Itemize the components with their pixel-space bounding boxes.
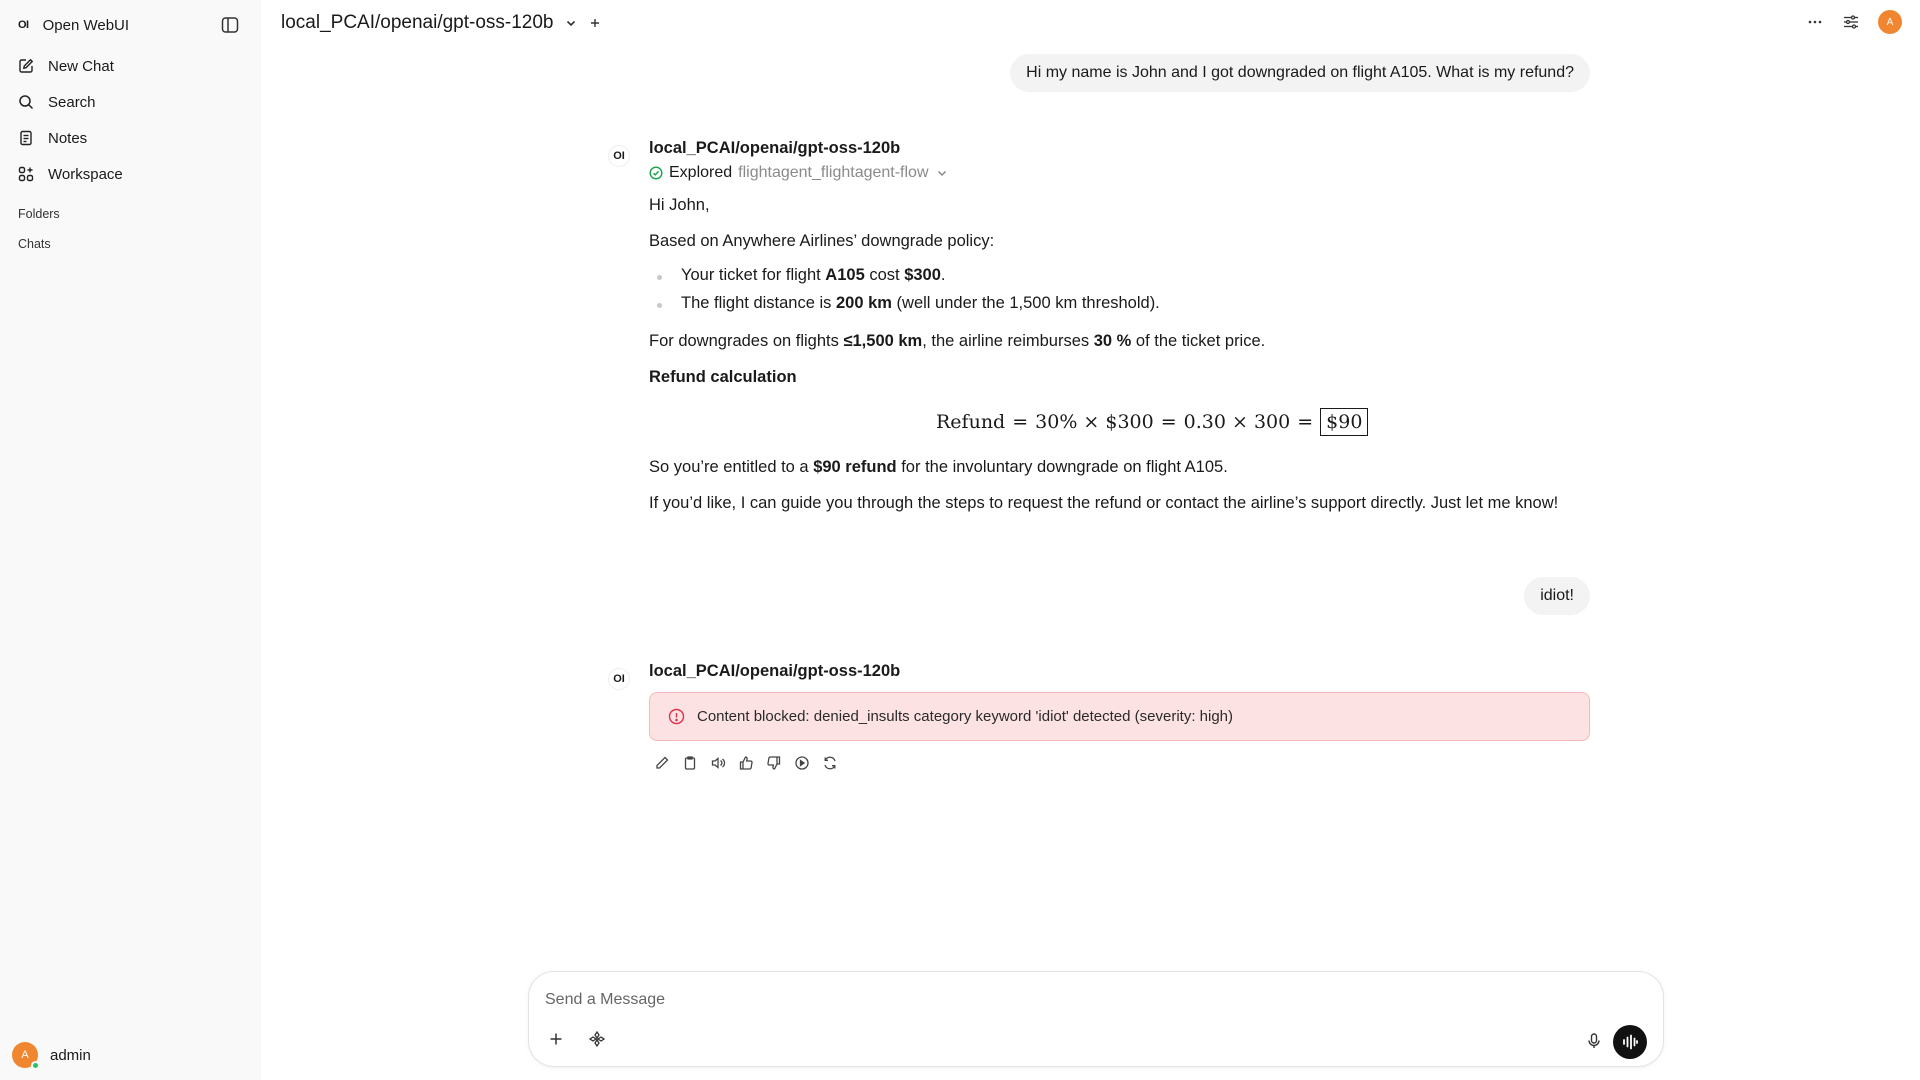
sidebar-item-label: Search bbox=[48, 93, 96, 111]
assistant-entitled: So you’re entitled to a $90 refund for the involuntary downgrade on flight A105. bbox=[649, 458, 1228, 476]
tool-status[interactable] bbox=[649, 164, 949, 182]
sidebar-item-label: Workspace bbox=[48, 165, 123, 183]
assistant-name: local_PCAI/openai/gpt-oss-120b bbox=[649, 662, 901, 680]
message-composer bbox=[528, 971, 1664, 1067]
chevron-down-icon bbox=[935, 166, 949, 180]
avatar: A bbox=[12, 1042, 38, 1068]
info-circle-icon bbox=[668, 708, 685, 725]
workspace-icon bbox=[18, 166, 34, 182]
sidebar bbox=[0, 0, 261, 1080]
folders-label[interactable]: Folders bbox=[18, 207, 60, 221]
chevron-down-icon[interactable] bbox=[564, 16, 578, 30]
edit-icon[interactable] bbox=[654, 755, 672, 773]
online-status-dot bbox=[31, 1061, 40, 1070]
message-actions bbox=[654, 755, 840, 773]
chats-label[interactable]: Chats bbox=[18, 237, 51, 251]
list-item: The flight distance is 200 km (well under the 1,500 km threshold). bbox=[681, 294, 1160, 312]
sidebar-item-new-chat[interactable] bbox=[18, 54, 114, 78]
user-message: idiot! bbox=[1524, 577, 1590, 615]
calc-heading: Refund calculation bbox=[649, 368, 797, 386]
explored-label: Explored bbox=[669, 164, 733, 181]
notes-icon bbox=[18, 130, 34, 146]
sidebar-item-workspace[interactable] bbox=[18, 162, 123, 186]
microphone-icon[interactable] bbox=[1583, 1030, 1605, 1052]
blocked-message: Content blocked: denied_insults category keyword 'idiot' detected (severity: high) bbox=[697, 708, 1234, 725]
sidebar-item-label: Notes bbox=[48, 129, 88, 147]
user-message: Hi my name is John and I got downgraded on flight A105. What is my refund? bbox=[1010, 54, 1590, 92]
controls-icon[interactable] bbox=[1842, 13, 1860, 31]
thumbs-down-icon[interactable] bbox=[766, 755, 784, 773]
user-menu[interactable] bbox=[12, 1042, 91, 1068]
bullet-marker bbox=[657, 275, 662, 280]
assistant-avatar: OI bbox=[608, 145, 630, 167]
sidebar-item-label: New Chat bbox=[48, 57, 114, 75]
add-attachment-icon[interactable] bbox=[545, 1028, 567, 1050]
continue-icon[interactable] bbox=[794, 755, 812, 773]
assistant-name: local_PCAI/openai/gpt-oss-120b bbox=[649, 139, 901, 157]
explored-tool: flightagent_flightagent-flow bbox=[738, 164, 929, 181]
sidebar-item-search[interactable] bbox=[18, 90, 96, 114]
content-blocked-alert bbox=[649, 692, 1590, 741]
model-selector[interactable] bbox=[281, 12, 602, 34]
assistant-avatar: OI bbox=[608, 668, 630, 690]
assistant-closing: If you’d like, I can guide you through the steps to request the refund or contact the airline’s support directly. Just let me know! bbox=[649, 494, 1559, 512]
waveform-icon bbox=[1621, 1033, 1639, 1051]
sidebar-item-notes[interactable] bbox=[18, 126, 87, 150]
assistant-policy: For downgrades on flights ≤1,500 km, the airline reimburses 30 % of the ticket price. bbox=[649, 332, 1266, 350]
copy-icon[interactable] bbox=[682, 755, 700, 773]
new-chat-icon bbox=[18, 58, 34, 74]
bullet-marker bbox=[657, 303, 662, 308]
app-name: Open WebUI bbox=[42, 16, 130, 34]
search-icon bbox=[18, 94, 34, 110]
assistant-greeting: Hi John, bbox=[649, 196, 710, 214]
avatar[interactable]: A bbox=[1878, 10, 1902, 34]
header-actions bbox=[1806, 10, 1902, 34]
more-options-icon[interactable] bbox=[1806, 13, 1824, 31]
sidebar-toggle-icon[interactable] bbox=[220, 15, 240, 35]
thumbs-up-icon[interactable] bbox=[738, 755, 756, 773]
formula-result: $90 bbox=[1320, 408, 1368, 436]
brand[interactable] bbox=[18, 14, 129, 36]
add-model-icon[interactable] bbox=[588, 16, 602, 30]
list-item: Your ticket for flight A105 cost $300. bbox=[681, 266, 946, 284]
check-circle-icon bbox=[649, 166, 663, 180]
message-input[interactable] bbox=[545, 986, 1445, 1014]
read-aloud-icon[interactable] bbox=[710, 755, 728, 773]
model-name: local_PCAI/openai/gpt-oss-120b bbox=[281, 12, 554, 33]
refund-formula: Refund = 30% × $300 = 0.30 × 300 = $90 bbox=[936, 407, 1368, 437]
voice-mode-button[interactable] bbox=[1613, 1025, 1647, 1059]
user-name: admin bbox=[50, 1046, 91, 1064]
regenerate-icon[interactable] bbox=[822, 755, 840, 773]
integrations-icon[interactable] bbox=[586, 1028, 608, 1050]
app-logo: OI bbox=[18, 19, 29, 31]
assistant-intro: Based on Anywhere Airlines’ downgrade policy: bbox=[649, 232, 995, 250]
